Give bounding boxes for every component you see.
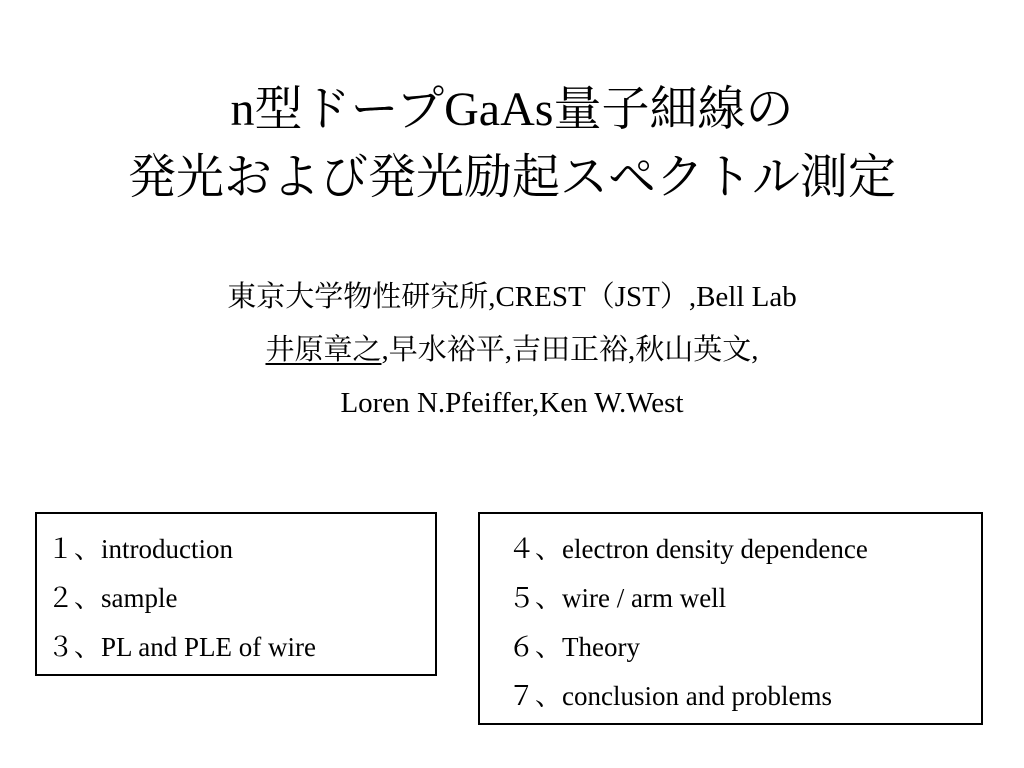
author-block bbox=[0, 271, 1024, 430]
authors-line bbox=[0, 324, 1024, 377]
presenter-name: 井原章之 bbox=[265, 334, 382, 366]
outline-item: ７、conclusion and problems bbox=[508, 681, 832, 711]
title-line-2: 発光および発光励起スペクトル測定 bbox=[127, 151, 896, 204]
outline-item: ３、PL and PLE of wire bbox=[47, 632, 316, 662]
affiliation-line: 東京大学物性研究所,CREST（JST）,Bell Lab bbox=[227, 281, 797, 313]
outline-item: ２、sample bbox=[47, 583, 178, 613]
outline-item: ６、Theory bbox=[508, 632, 640, 662]
outline-box-right bbox=[478, 512, 983, 725]
coauthors-list: ,早水裕平,吉田正裕,秋山英文, bbox=[381, 334, 759, 366]
outline-item: ４、electron density dependence bbox=[508, 534, 868, 564]
outline-item: ５、wire / arm well bbox=[508, 583, 727, 613]
outline-item: １、introduction bbox=[47, 534, 233, 564]
outline-box-left bbox=[35, 512, 437, 676]
title-line-1: n型ドープGaAs量子細線の bbox=[230, 83, 794, 136]
authors-line-2: Loren N.Pfeiffer,Ken W.West bbox=[340, 387, 684, 419]
slide-title bbox=[0, 76, 1024, 212]
